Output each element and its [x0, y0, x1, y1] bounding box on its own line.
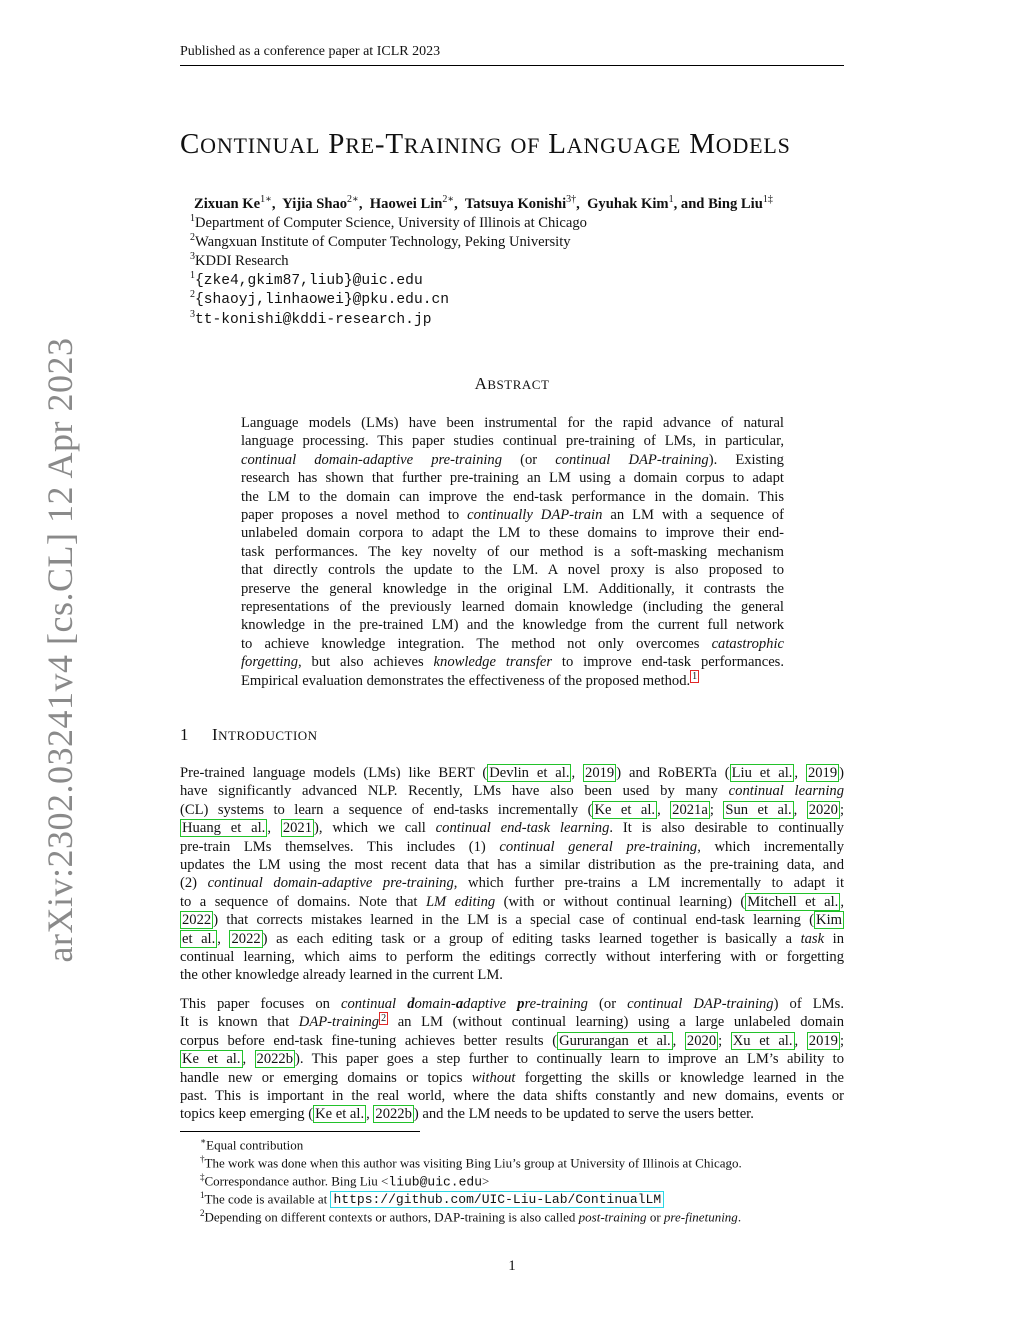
body-line: Huang et al. , 2021 ), which we call continual end-task learning. It is also desirable to continually: [182, 820, 844, 837]
author-mark: 3†: [566, 194, 577, 205]
paper-title: CONTINUAL PRE-TRAINING OF LANGUAGE MODELS: [180, 128, 791, 160]
affiliation: $^1$Department of Computer Science, University of Illinois at Chicago: [190, 213, 587, 231]
footnote-ref-link[interactable]: 1: [692, 670, 698, 682]
footnote: $^2$Depending on different contexts or authors, DAP-training is also called post-training or pre-finetuning.: [200, 1208, 742, 1225]
abstract-line: the LM to the domain can improve the end-task performance in the domain. This: [241, 488, 784, 505]
author-mark: 1∗: [260, 194, 272, 205]
citation-link[interactable]: 2022: [231, 930, 261, 947]
abstract-body: [241, 414, 784, 690]
citation-link[interactable]: 2020: [686, 1032, 717, 1049]
author-name: Bing Liu: [708, 195, 763, 212]
abstract-line: research has shown that further pre-training an LM using a domain corpus to adapt: [241, 470, 784, 487]
email-line: $^2${shaoyj,linhaowei}@pku.edu.cn: [190, 289, 449, 308]
citation-link[interactable]: 2021: [282, 820, 313, 837]
citation-link[interactable]: Liu et al.: [731, 765, 793, 781]
abstract-line: that directly controls the update to the LM. A novel proxy is also proposed to: [241, 562, 784, 579]
citation-link[interactable]: 2022b: [375, 1106, 412, 1123]
title-word: TRAINING: [385, 128, 503, 160]
footnote: $^1$The code is available at https://github.com/UIC-Liu-Lab/ContinualLM: [200, 1190, 664, 1207]
body-line: It is known that DAP-training $^2$ an LM (without continual learning) using a large unlabeled domain: [180, 1012, 844, 1031]
affiliation: $^2$Wangxuan Institute of Computer Technology, Peking University: [190, 232, 571, 250]
citation-link[interactable]: 2022: [182, 912, 212, 929]
citation-link[interactable]: 2019: [808, 1032, 838, 1049]
body-line: pre-train LMs themselves. This includes (1) continual general pre-training, which incrementally: [180, 838, 845, 855]
email[interactable]: {zke4,gkim87,liub}@uic.edu: [195, 272, 423, 289]
page-number: 1: [508, 1258, 516, 1274]
abstract-line: to achieve knowledge integration. The method not only overcomes catastrophic: [241, 635, 784, 652]
citation-link[interactable]: Sun et al.: [725, 801, 792, 818]
footnote: ∗Equal contribution: [200, 1136, 304, 1153]
citation-link[interactable]: Mitchell et al.: [747, 893, 839, 910]
body-line: handle new or emerging domains or topics without forgetting the skills or knowledge learned in the: [180, 1069, 844, 1086]
citation-link[interactable]: Devlin et al.: [489, 765, 570, 781]
abstract-line: language processing. This paper studies continual pre-training of LMs, in particular,: [241, 433, 784, 450]
body-line: updates the LM using the most recent data that has a similar distribution as the pre-training data, and: [180, 857, 844, 874]
citation-link[interactable]: 2021a: [672, 801, 708, 818]
abstract-heading: ABSTRACT: [474, 374, 550, 393]
citation-link[interactable]: Ke et al.: [594, 801, 656, 818]
body-line: corpus before end-task fine-tuning achieves better results ( Gururangan et al. , 2020 ; Xu et al. , 2019 ;: [180, 1032, 845, 1049]
abstract-line: paper proposes a novel method to continually DAP-train an LM with a sequence of: [241, 507, 784, 524]
author-mark: 2∗: [442, 194, 455, 205]
abstract-line: knowledge in the pre-trained LM) and the knowledge from the current full network: [241, 617, 784, 634]
author-name: Haowei Lin: [369, 195, 443, 212]
citation-link[interactable]: Kim: [816, 912, 842, 929]
author-mark: 1: [668, 194, 674, 205]
body-line: continual learning, which aims to perform the editings correctly without interfering with or forgetting: [180, 949, 844, 966]
footnote: ‡Correspondance author. Bing Liu <liub@uic.edu>: [200, 1172, 490, 1190]
citation-link[interactable]: et al.: [182, 930, 216, 947]
title-word: CONTINUAL: [180, 128, 321, 160]
affiliation: $^3$KDDI Research: [190, 251, 289, 269]
author-mark: 2∗: [347, 194, 359, 205]
body-line: et al. , 2022 ) as each editing task or a group of editing tasks learned together is basically a task in: [182, 930, 844, 947]
title-word: PRE: [328, 128, 375, 160]
abstract-line: preserve the general knowledge in the original LM. Additionally, it contrasts the: [241, 580, 784, 597]
footnote-ref-link[interactable]: 2: [381, 1012, 387, 1024]
author-name: Gyuhak Kim: [587, 195, 669, 212]
citation-link[interactable]: Ke et al.: [315, 1106, 365, 1123]
citation-link[interactable]: 2019: [807, 765, 838, 781]
author-name: Yijia Shao: [282, 195, 348, 212]
title-word: MODELS: [689, 128, 791, 160]
intro-paragraph-1: [180, 764, 844, 985]
abstract-line: representations of the previously learned domain knowledge (including the general: [241, 599, 784, 616]
citation-link[interactable]: Huang et al.: [182, 820, 266, 837]
header-rule: [180, 65, 844, 66]
code-url-link[interactable]: https://github.com/UIC-Liu-Lab/ContinualLM: [330, 1191, 664, 1208]
email[interactable]: tt-konishi@kddi-research.jp: [195, 311, 432, 328]
body-line: past. This is important in the real world, where the data shifts constantly and new domains, events or: [180, 1088, 844, 1105]
body-line: to a sequence of domains. Note that LM editing (with or without continual learning) ( Mitchell et al. ,: [180, 893, 844, 910]
body-line: Ke et al. , 2022b ). This paper goes a step further to continually learn to improve an LM’s ability to: [182, 1051, 844, 1068]
citation-link[interactable]: Ke et al.: [182, 1051, 241, 1068]
citation-link[interactable]: 2019: [585, 765, 615, 781]
author-conjunction: , and: [673, 195, 705, 212]
body-line: Pre-trained language models (LMs) like BERT ( Devlin et al. , 2019 ) and RoBERTa ( Liu et al. , 2019 ): [180, 765, 845, 781]
author-name: Zixuan Ke: [194, 195, 261, 212]
section-heading-introduction: 1 INTRODUCTION: [180, 725, 318, 744]
abstract-line: continual domain-adaptive pre-training (or continual DAP-training). Existing: [241, 451, 784, 468]
body-line: (2) continual domain-adaptive pre-training, which further pre-trains a LM incrementally to adapt it: [180, 875, 845, 892]
citation-link[interactable]: 2022b: [256, 1051, 294, 1068]
body-line: (CL) systems to learn a sequence of end-tasks incrementally ( Ke et al. , 2021a ; Sun et al. , 2020 ;: [180, 801, 844, 818]
abstract-line: Empirical evaluation demonstrates the effectiveness of the proposed method. $^1$: [241, 670, 698, 689]
email-line: $^1${zke4,gkim87,liub}@uic.edu: [190, 270, 423, 289]
intro-paragraph-2: [180, 995, 844, 1124]
footnote-rule: [180, 1131, 420, 1132]
body-line: 2022 ) that corrects mistakes learned in the LM is a special case of continual end-task learning ( Kim: [182, 912, 842, 929]
abstract-line: forgetting, but also achieves knowledge transfer to improve end-task performances.: [241, 654, 784, 671]
author-name: Tatsuya Konishi: [464, 195, 567, 212]
body-line: This paper focuses on continual domain-adaptive pre-training (or continual DAP-training) of LMs.: [180, 996, 844, 1012]
email[interactable]: {shaoyj,linhaowei}@pku.edu.cn: [195, 291, 449, 308]
title-word: OF: [510, 133, 541, 158]
body-line: have significantly advanced NLP. Recently, LMs have also been used by many continual learning: [180, 783, 844, 800]
email-line: $^3$tt-konishi@kddi-research.jp: [190, 309, 432, 328]
author-mark: 1‡: [762, 194, 773, 205]
citation-link[interactable]: Xu et al.: [732, 1032, 793, 1049]
citation-link[interactable]: Gururangan et al.: [559, 1032, 671, 1049]
running-header: Published as a conference paper at ICLR 2023: [180, 44, 441, 59]
body-line: topics keep emerging ( Ke et al. , 2022b ) and the LM needs to be updated to serve the users better.: [180, 1106, 754, 1123]
body-line: the other knowledge already learned in the current LM.: [180, 967, 503, 984]
citation-link[interactable]: 2020: [808, 801, 838, 818]
abstract-line: unlabeled domain corpora to adapt the LM to these domains to improve their end-: [241, 525, 784, 542]
email[interactable]: liub@uic.edu: [388, 1174, 483, 1190]
abstract-line: task performances. The key novelty of our method is a soft-masking mechanism: [241, 543, 784, 560]
footnote: †The work was done when this author was visiting Bing Liu’s group at University of Illinois at Chicago.: [200, 1154, 742, 1171]
title-word: LANGUAGE: [548, 128, 682, 160]
arxiv-stamp[interactable]: arXiv:2302.03241v4 [cs.CL] 12 Apr 2023: [40, 337, 80, 963]
author-list: Zixuan $Ke^{1∗}$, Yijia Shao$^{2∗}$, Haowei Lin$^{2∗}$, Tatsuya Konishi$^{3\dagger}$, Gyuhak Kim$^1$, and Bing Liu$^{1\ddagger}$: [194, 194, 773, 212]
abstract-line: Language models (LMs) have been instrumental for the rapid advance of natural: [241, 415, 784, 431]
